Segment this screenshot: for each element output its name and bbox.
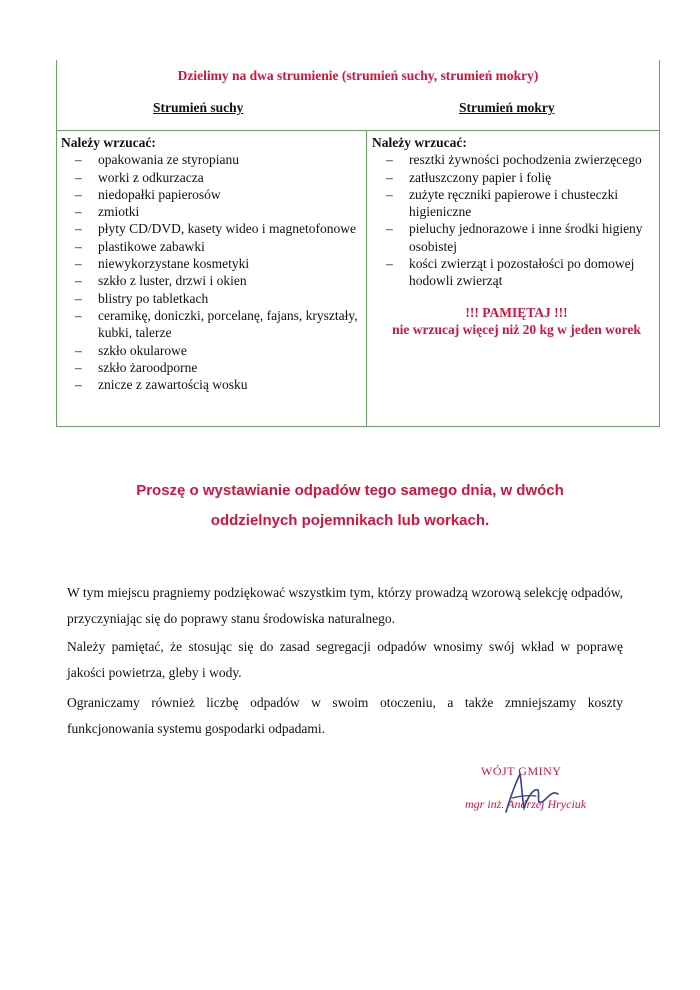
wet-stream-label: Należy wrzucać:	[372, 135, 467, 150]
weight-warning	[372, 304, 657, 339]
list-item: – plastikowe zabawki	[61, 238, 361, 255]
list-item: – blistry po tabletkach	[61, 290, 361, 307]
dry-stream-heading: Strumień suchy	[153, 100, 244, 115]
table-title: Dzielimy na dwa strumienie (strumień suchy, strumień mokry)	[177, 68, 539, 83]
handwritten-signature	[498, 768, 568, 816]
list-item: – szkło z luster, drzwi i okien	[61, 272, 361, 289]
list-item: – kości zwierząt i pozostałości po domowej hodowli zwierząt	[372, 255, 657, 290]
signature-name: mgr inż. Andrzej Hryciuk	[465, 797, 587, 811]
list-item: – niewykorzystane kosmetyki	[61, 255, 361, 272]
wet-stream-heading: Strumień mokry	[459, 100, 555, 115]
list-item: – zużyte ręczniki papierowe i chusteczki higieniczne	[372, 186, 657, 221]
request-line-1: Proszę o wystawianie odpadów tego samego dnia, w dwóch	[136, 482, 564, 499]
table-divider-vertical	[366, 130, 367, 426]
list-item: – zatłuszczony papier i folię	[372, 169, 657, 186]
list-item: – worki z odkurzacza	[61, 169, 361, 186]
list-item: – opakowania ze styropianu	[61, 151, 361, 168]
list-item: – niedopałki papierosów	[61, 186, 361, 203]
table-divider-horizontal	[57, 130, 659, 131]
thanks-paragraph: W tym miejscu pragniemy podziękować wszystkim tym, którzy prowadzą wzorową selekcję odpadów, przyczyniając się do poprawy stanu środowiska naturalnego.	[67, 585, 623, 626]
dry-stream-list	[61, 151, 361, 393]
list-item: – płyty CD/DVD, kasety wideo i magnetofonowe	[61, 220, 361, 237]
request-line-2: oddzielnych pojemnikach lub workach.	[210, 512, 490, 529]
waste-streams-table	[56, 60, 660, 427]
signature-title: WÓJT GMINY	[481, 764, 562, 778]
segregation-paragraph: Należy pamiętać, że stosując się do zasad segregacji odpadów wnosimy swój wkład w poprawę jakości powietrza, gleby i wody.	[67, 639, 623, 680]
wet-stream-list	[372, 151, 657, 289]
list-item: – ceramikę, doniczki, porcelanę, fajans, kryształy, kubki, talerze	[61, 307, 361, 342]
list-item: – zmiotki	[61, 203, 361, 220]
list-item: – pieluchy jednorazowe i inne środki higieny osobistej	[372, 220, 657, 255]
dry-stream-label: Należy wrzucać:	[61, 135, 156, 150]
dry-stream-cell	[61, 134, 361, 393]
warning-title: !!! PAMIĘTAJ !!!	[465, 304, 568, 320]
list-item: – szkło okularowe	[61, 342, 361, 359]
reduction-paragraph: Ograniczamy również liczbę odpadów w swoim otoczeniu, a także zmniejszamy koszty funkcjonowania systemu gospodarki odpadami.	[67, 695, 623, 736]
list-item: – resztki żywności pochodzenia zwierzęcego	[372, 151, 657, 168]
wet-stream-cell	[372, 134, 657, 339]
warning-text: nie wrzucaj więcej niż 20 kg w jeden worek	[392, 322, 641, 338]
list-item: – znicze z zawartością wosku	[61, 376, 361, 393]
list-item: – szkło żaroodporne	[61, 359, 361, 376]
